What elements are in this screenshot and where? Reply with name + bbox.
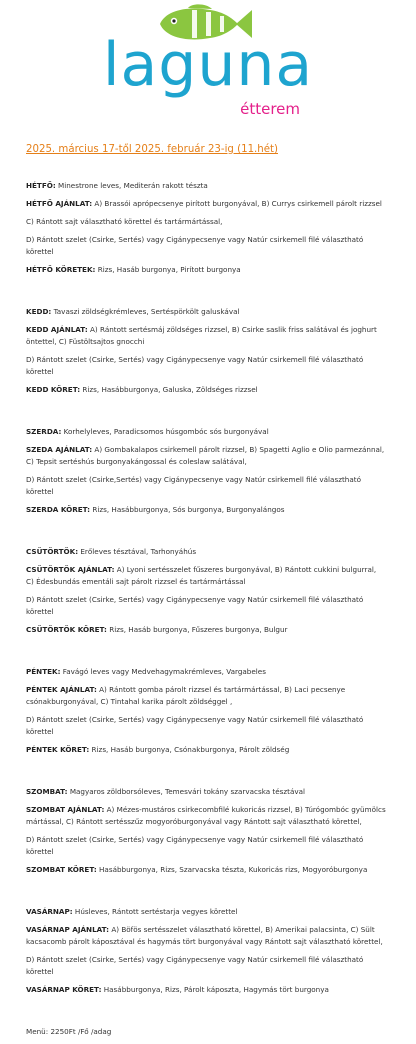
menu-line bbox=[26, 354, 386, 378]
logo bbox=[0, 0, 416, 120]
menu-line-label: CSÜTÖRTÖK AJÁNLAT: bbox=[26, 565, 115, 574]
menu-line-text: Hasábburgonya, Rizs, Szarvacska tészta, Kukoricás rizs, Mogyoróburgonya bbox=[96, 865, 368, 874]
menu-line bbox=[26, 306, 386, 318]
weekly-menu bbox=[26, 180, 386, 1044]
menu-line bbox=[26, 180, 386, 192]
menu-line bbox=[26, 234, 386, 258]
menu-line-text: Rizs, Hasáb burgonya, Fűszeres burgonya, Bulgur bbox=[106, 625, 288, 634]
menu-line bbox=[26, 684, 386, 708]
menu-line-text: Favágó leves vagy Medvehagymakrémleves, Vargabeles bbox=[60, 667, 266, 676]
day-block bbox=[26, 426, 386, 516]
menu-line-text: Rizs, Hasáb burgonya, Csónakburgonya, Párolt zöldség bbox=[89, 745, 290, 754]
menu-line-text: D) Rántott szelet (Csirke, Sertés) vagy Cigánypecsenye vagy Natúr csirkemell filé választható körettel bbox=[26, 595, 364, 616]
menu-line bbox=[26, 786, 386, 798]
menu-line bbox=[26, 984, 386, 996]
menu-line bbox=[26, 744, 386, 756]
day-block bbox=[26, 180, 386, 276]
menu-line-label: KEDD AJÁNLAT: bbox=[26, 325, 88, 334]
menu-line-text: A) Brassói aprópecsenye pirított burgonyával, B) Currys csirkemell párolt rizzsel bbox=[92, 199, 382, 208]
menu-line-text: Erőleves tésztával, Tarhonyáhús bbox=[78, 547, 197, 556]
menu-line-label: HÉTFŐ KÖRETEK: bbox=[26, 265, 96, 274]
day-block bbox=[26, 666, 386, 756]
menu-line-text: A) Mézes-mustáros csirkecombfilé kukoricás rizzsel, B) Túrógombóc gyümölcs mártással, C) Rántott sertésszűz mogyoróburgonyával vagy Rántott sajt választható körettel, bbox=[26, 805, 386, 826]
menu-line bbox=[26, 924, 386, 948]
menu-line-label: SZERDA KÖRET: bbox=[26, 505, 91, 514]
logo-subtitle: étterem bbox=[240, 100, 300, 118]
menu-line-text: Húsleves, Rántott sertéstarja vegyes körettel bbox=[72, 907, 238, 916]
menu-line bbox=[26, 834, 386, 858]
menu-line bbox=[26, 864, 386, 876]
menu-line bbox=[26, 546, 386, 558]
menu-line-text: Tavaszi zöldségkrémleves, Sertéspörkölt galuskával bbox=[51, 307, 240, 316]
menu-line bbox=[26, 264, 386, 276]
menu-line-label: PÉNTEK AJÁNLAT: bbox=[26, 685, 97, 694]
menu-line-text: Hasábburgonya, Rizs, Párolt káposzta, Hagymás tört burgonya bbox=[101, 985, 329, 994]
menu-line bbox=[26, 714, 386, 738]
menu-line-label: PÉNTEK: bbox=[26, 667, 61, 676]
menu-line-text: Rizs, Hasábburgonya, Galuska, Zöldséges rizzsel bbox=[80, 385, 258, 394]
menu-line-label: CSÜTÖRTÖK KÖRET: bbox=[26, 625, 107, 634]
day-block bbox=[26, 786, 386, 876]
menu-line-text: Rizs, Hasáb burgonya, Pirított burgonya bbox=[95, 265, 241, 274]
menu-line bbox=[26, 384, 386, 396]
menu-price: Menü: 2250Ft /Fő /adag bbox=[26, 1027, 112, 1036]
menu-line-text: D) Rántott szelet (Csirke, Sertés) vagy Cigánypecsenye vagy Natúr csirkemell filé választható körettel bbox=[26, 955, 364, 976]
logo-wordmark: laguna bbox=[102, 30, 314, 100]
menu-line bbox=[26, 564, 386, 588]
day-block bbox=[26, 546, 386, 636]
menu-line-label: SZEDA AJÁNLAT: bbox=[26, 445, 93, 454]
day-block bbox=[26, 906, 386, 996]
menu-line-text: Rizs, Hasábburgonya, Sós burgonya, Burgonyalángos bbox=[90, 505, 285, 514]
menu-line bbox=[26, 594, 386, 618]
menu-line-text: A) Rántott gomba párolt rizzsel és tartármártással, B) Laci pecsenye csónakburgonyával, C) Tintahal karika párolt zöldséggel , bbox=[26, 685, 346, 706]
menu-line-label: VASÁRNAP KÖRET: bbox=[26, 985, 102, 994]
menu-line-text: D) Rántott szelet (Csirke, Sertés) vagy Cigánypecsenye vagy Natúr csirkemell filé választható körettel bbox=[26, 715, 364, 736]
menu-line-text: A) Gombakalapos csirkemell párolt rizzsel, B) Spagetti Aglio e Olio parmezánnal, C) Tepsit sertéshús burgonyakángossal és coleslaw salátával, bbox=[26, 445, 385, 466]
menu-line-text: D) Rántott szelet (Csirke, Sertés) vagy Cigánypecsenye vagy Natúr csirkemell filé választható körettel bbox=[26, 235, 364, 256]
menu-line-label: CSÜTÖRTÖK: bbox=[26, 547, 79, 556]
menu-line-text: Magyaros zöldborsóleves, Temesvári tokány szarvacska tésztával bbox=[67, 787, 306, 796]
menu-line bbox=[26, 666, 386, 678]
menu-line bbox=[26, 444, 386, 468]
menu-line bbox=[26, 906, 386, 918]
menu-line-text: A) Lyoni sertésszelet fűszeres burgonyával, B) Rántott cukkini bulgurral, C) Édesbundás ementáli sajt párolt rizzsel és tartármártással bbox=[26, 565, 377, 586]
day-block bbox=[26, 306, 386, 396]
menu-line bbox=[26, 624, 386, 636]
menu-line-label: KEDD: bbox=[26, 307, 52, 316]
menu-line-label: SZOMBAT: bbox=[26, 787, 68, 796]
menu-line bbox=[26, 504, 386, 516]
menu-line bbox=[26, 324, 386, 348]
menu-line-label: SZOMBAT KÖRET: bbox=[26, 865, 97, 874]
menu-line-label: SZOMBAT AJÁNLAT: bbox=[26, 805, 105, 814]
menu-line bbox=[26, 954, 386, 978]
menu-line-text: D) Rántott szelet (Csirke, Sertés) vagy Cigánypecsenye vagy Natúr csirkemell filé választható körettel bbox=[26, 355, 364, 376]
menu-line bbox=[26, 216, 386, 228]
menu-line-text: D) Rántott szelet (Csirke,Sertés) vagy Cigánypecsenye vagy Natúr csirkemell filé választható körettel bbox=[26, 475, 361, 496]
menu-line-text: C) Rántott sajt választható körettel és tartármártással, bbox=[26, 217, 223, 226]
menu-line bbox=[26, 426, 386, 438]
menu-line-label: SZERDA: bbox=[26, 427, 62, 436]
menu-line-text: Korhelyleves, Paradicsomos húsgombóc sós burgonyával bbox=[61, 427, 269, 436]
menu-line bbox=[26, 198, 386, 210]
menu-line-label: PÉNTEK KÖRET: bbox=[26, 745, 90, 754]
menu-line bbox=[26, 804, 386, 828]
menu-line bbox=[26, 474, 386, 498]
menu-line-label: HÉTFŐ: bbox=[26, 181, 56, 190]
menu-line-text: A) Rántott sertésmáj zöldséges rizzsel, B) Csirke saslik friss salátával és joghurt öntettel, C) Füstöltsajtos gnocchi bbox=[26, 325, 377, 346]
menu-line-text: Minestrone leves, Mediterán rakott tészta bbox=[55, 181, 208, 190]
menu-line-label: KEDD KÖRET: bbox=[26, 385, 81, 394]
menu-line-text: D) Rántott szelet (Csirke, Sertés) vagy Cigánypecsenye vagy Natúr csirkemell filé választható körettel bbox=[26, 835, 364, 856]
menu-line-label: VASÁRNAP: bbox=[26, 907, 73, 916]
menu-line-label: HÉTFŐ AJÁNLAT: bbox=[26, 199, 93, 208]
menu-line-label: VASÁRNAP AJÁNLAT: bbox=[26, 925, 110, 934]
menu-line-text: A) Böfös sertésszelet választható körettel, B) Amerikai palacsinta, C) Sült kacsacomb párolt káposztával és hagymás tört burgonyával vagy Rántott sajt választható körettel, bbox=[26, 925, 383, 946]
week-title: 2025. március 17-től 2025. február 23-ig (11.hét) bbox=[26, 144, 278, 155]
